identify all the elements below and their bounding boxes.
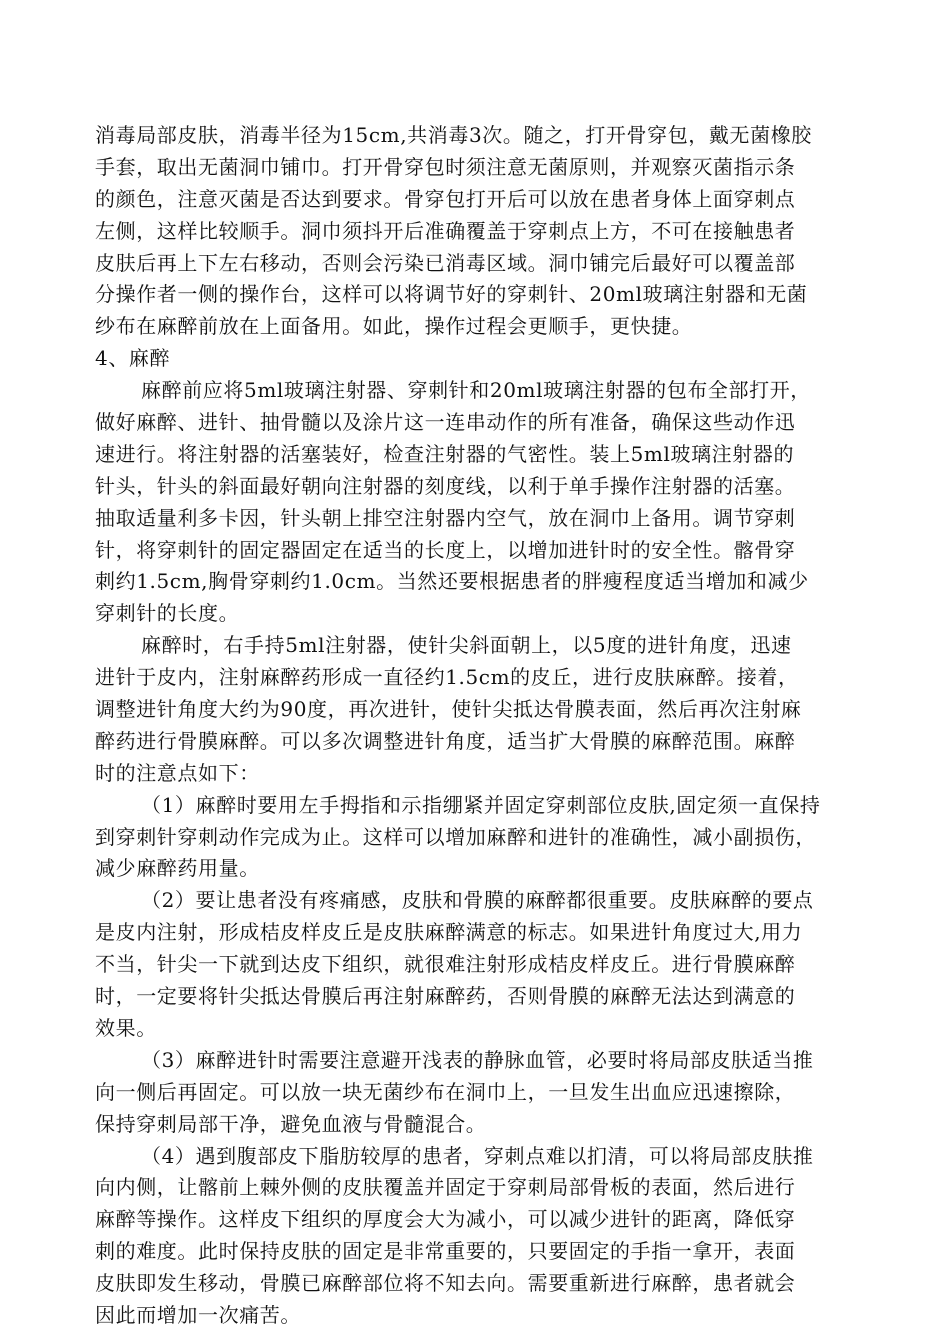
text-line: 针，将穿刺针的固定器固定在适当的长度上，以增加进针时的安全性。髂骨穿 <box>95 537 796 562</box>
paragraph-during-anesthesia <box>95 630 865 789</box>
text-line: 皮肤即发生移动，骨膜已麻醉部位将不知去向。需要重新进行麻醉，患者就会 <box>95 1271 796 1296</box>
text-line: 麻醉时，右手持5ml注射器，使针尖斜面朝上，以5度的进针角度，迅速 <box>141 633 792 658</box>
text-line: 效果。 <box>95 1015 157 1040</box>
text-line: 抽取适量利多卡因，针头朝上排空注射器内空气，放在洞巾上备用。调节穿刺 <box>95 505 796 530</box>
text-line: 醉药进行骨膜麻醉。可以多次调整进针角度，适当扩大骨膜的麻醉范围。麻醉 <box>95 728 796 753</box>
text-line: 时的注意点如下： <box>95 760 260 785</box>
text-line: 的颜色，注意灭菌是否达到要求。骨穿包打开后可以放在患者身体上面穿刺点 <box>95 186 796 211</box>
text-line: （4）遇到腹部皮下脂肪较厚的患者，穿刺点难以扪清，可以将局部皮肤推 <box>141 1143 814 1168</box>
text-line: 时，一定要将针尖抵达骨膜后再注射麻醉药，否则骨膜的麻醉无法达到满意的 <box>95 984 796 1009</box>
text-line: 手套，取出无菌洞巾铺巾。打开骨穿包时须注意无菌原则，并观察灭菌指示条 <box>95 154 796 179</box>
point-2-paragraph <box>95 885 865 1044</box>
text-line: 因此而增加一次痛苦。 <box>95 1302 301 1327</box>
section3-tail-paragraph <box>95 120 865 343</box>
section-heading-anesthesia: 4、麻醉 <box>95 346 171 371</box>
text-line: 纱布在麻醉前放在上面备用。如此，操作过程会更顺手，更快捷。 <box>95 314 693 339</box>
text-line: 保持穿刺局部干净，避免血液与骨髓混合。 <box>95 1111 487 1136</box>
text-line: （3）麻醉进针时需要注意避开浅表的静脉血管，必要时将局部皮肤适当推 <box>141 1047 814 1072</box>
text-line: 刺的难度。此时保持皮肤的固定是非常重要的，只要固定的手指一拿开，表面 <box>95 1239 796 1264</box>
text-line: 麻醉等操作。这样皮下组织的厚度会大为减小，可以减少进针的距离，降低穿 <box>95 1207 796 1232</box>
text-line: 进针于皮内，注射麻醉药形成一直径约1.5cm的皮丘，进行皮肤麻醉。接着， <box>95 665 799 690</box>
text-line: 针头，针头的斜面最好朝向注射器的刻度线，以利于单手操作注射器的活塞。 <box>95 473 796 498</box>
text-line: 不当，针尖一下就到达皮下组织，就很难注射形成桔皮样皮丘。进行骨膜麻醉 <box>95 952 796 977</box>
document-page <box>95 120 865 1332</box>
paragraph-preparation <box>95 375 865 630</box>
text-line: （2）要让患者没有疼痛感，皮肤和骨膜的麻醉都很重要。皮肤麻醉的要点 <box>141 888 814 913</box>
text-line: 刺约1.5cm,胸骨穿刺约1.0cm。当然还要根据患者的胖瘦程度适当增加和减少 <box>95 569 809 594</box>
text-line: 向一侧后再固定。可以放一块无菌纱布在洞巾上，一旦发生出血应迅速擦除， <box>95 1079 796 1104</box>
text-line: 到穿刺针穿刺动作完成为止。这样可以增加麻醉和进针的准确性，减小副损伤， <box>95 824 816 849</box>
point-4-paragraph <box>95 1141 865 1332</box>
text-line: 分操作者一侧的操作台，这样可以将调节好的穿刺针、20ml玻璃注射器和无菌 <box>95 282 808 307</box>
text-line: 麻醉前应将5ml玻璃注射器、穿刺针和20ml玻璃注射器的包布全部打开， <box>141 378 811 403</box>
text-line: 向内侧，让髂前上棘外侧的皮肤覆盖并固定于穿刺局部骨板的表面，然后进行 <box>95 1175 796 1200</box>
text-line: （1）麻醉时要用左手拇指和示指绷紧并固定穿刺部位皮肤,固定须一直保持 <box>141 792 821 817</box>
text-line: 做好麻醉、进针、抽骨髓以及涂片这一连串动作的所有准备，确保这些动作迅 <box>95 410 796 435</box>
text-line: 调整进针角度大约为90度，再次进针，使针尖抵达骨膜表面，然后再次注射麻 <box>95 697 802 722</box>
point-3-paragraph <box>95 1045 865 1141</box>
text-line: 皮肤后再上下左右移动，否则会污染已消毒区域。洞巾铺完后最好可以覆盖部 <box>95 250 796 275</box>
text-line: 穿刺针的长度。 <box>95 601 240 626</box>
text-line: 消毒局部皮肤，消毒半径为15cm,共消毒3次。随之，打开骨穿包，戴无菌橡胶 <box>95 123 812 147</box>
text-line: 左侧，这样比较顺手。洞巾须抖开后准确覆盖于穿刺点上方，不可在接触患者 <box>95 218 796 243</box>
text-line: 减少麻醉药用量。 <box>95 856 260 881</box>
point-1-paragraph <box>95 790 865 886</box>
text-line: 速进行。将注射器的活塞装好，检查注射器的气密性。装上5ml玻璃注射器的 <box>95 441 795 466</box>
text-line: 是皮内注射，形成桔皮样皮丘是皮肤麻醉满意的标志。如果进针角度过大,用力 <box>95 920 803 945</box>
